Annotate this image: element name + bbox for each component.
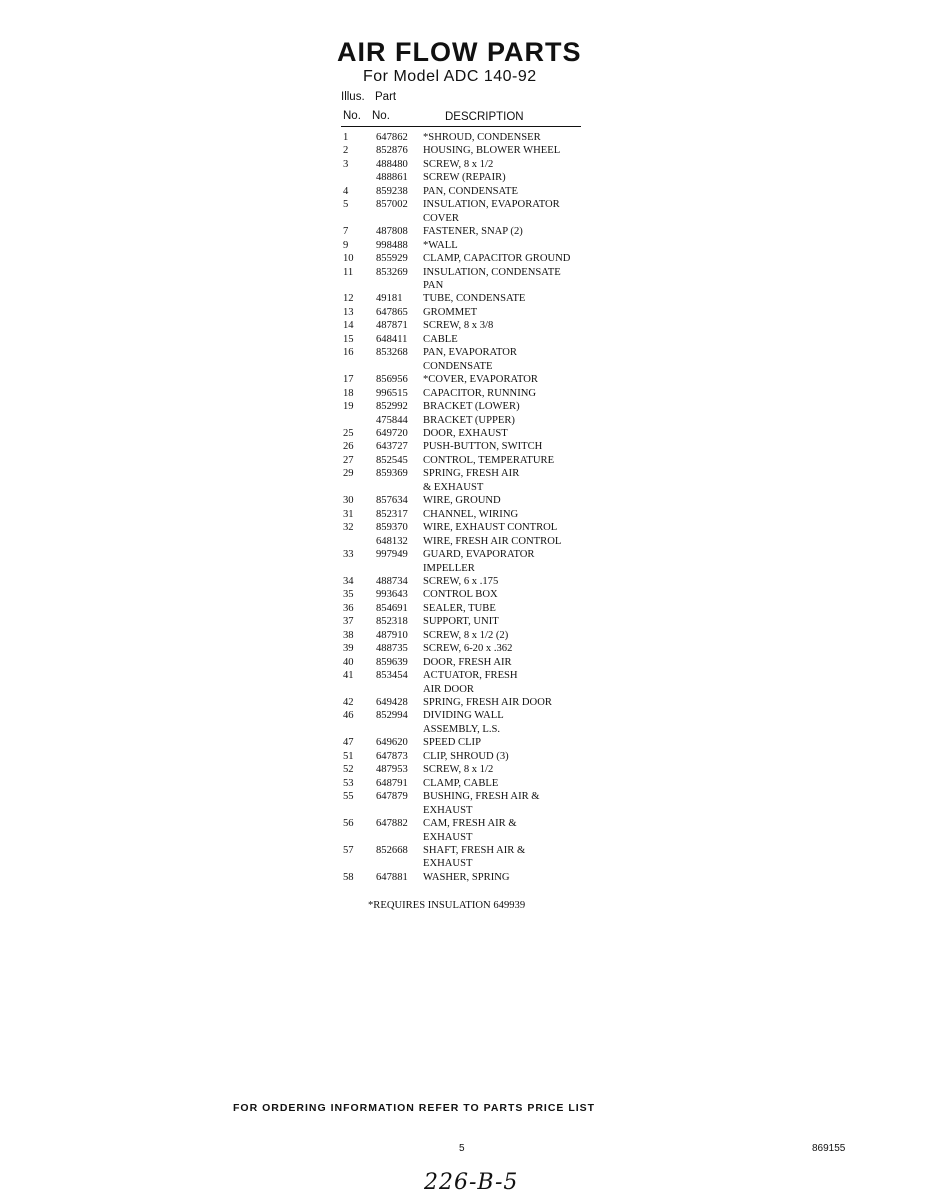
part-description: INSULATION, CONDENSATE	[423, 266, 561, 278]
part-description: PAN	[423, 279, 444, 291]
part-no: 488480	[376, 158, 408, 170]
illus-no: 18	[343, 387, 354, 399]
list-item	[343, 212, 603, 225]
part-no: 859369	[376, 468, 408, 480]
part-no: 647865	[376, 306, 408, 318]
illus-no: 56	[343, 818, 354, 830]
part-no: 857634	[376, 495, 408, 507]
part-no: 856956	[376, 374, 408, 386]
illus-no: 1	[343, 132, 349, 143]
part-description: CONTROL, TEMPERATURE	[423, 454, 555, 466]
illus-no: 37	[343, 616, 354, 628]
ordering-information-note: FOR ORDERING INFORMATION REFER TO PARTS PRICE LIST	[233, 1102, 596, 1114]
list-item	[343, 602, 603, 615]
list-item	[343, 790, 603, 803]
part-no: 998488	[376, 239, 408, 251]
list-item	[343, 400, 603, 413]
illus-no: 58	[343, 871, 354, 883]
illus-no: 17	[343, 374, 354, 386]
part-description: PUSH-BUTTON, SWITCH	[423, 441, 543, 453]
part-description: SCREW, 8 x 1/2	[423, 764, 494, 776]
illus-no: 42	[343, 697, 354, 709]
part-no: 859238	[376, 185, 408, 197]
part-description: PAN, CONDENSATE	[423, 185, 518, 197]
column-label-part: Part	[375, 91, 397, 103]
parts-list	[343, 131, 603, 884]
part-no: 852668	[376, 845, 408, 857]
illus-no: 55	[343, 791, 354, 803]
column-header-part-no: No.	[372, 110, 390, 122]
part-description: COVER	[423, 212, 459, 224]
part-no: 488734	[376, 575, 408, 587]
illus-no: 7	[343, 226, 349, 238]
part-description: WIRE, EXHAUST CONTROL	[423, 522, 558, 534]
list-item	[343, 414, 603, 427]
document-number: 869155	[812, 1143, 846, 1154]
model-subtitle: For Model ADC 140-92	[363, 68, 537, 85]
header-rule	[341, 126, 581, 127]
list-item	[343, 360, 603, 373]
list-item	[343, 629, 603, 642]
handwritten-note: 226-B-5	[424, 1170, 519, 1195]
list-item	[343, 440, 603, 453]
illus-no: 25	[343, 427, 354, 439]
part-no: 475844	[376, 414, 408, 426]
part-no: 488735	[376, 643, 408, 655]
illus-no: 52	[343, 764, 354, 776]
part-description: SHAFT, FRESH AIR &	[423, 845, 526, 857]
page-title: AIR FLOW PARTS	[337, 37, 582, 67]
list-item	[343, 333, 603, 346]
part-description: & EXHAUST	[423, 481, 484, 493]
part-description: SEALER, TUBE	[423, 602, 496, 614]
illus-no: 26	[343, 441, 354, 453]
list-item	[343, 683, 603, 696]
part-description: FASTENER, SNAP (2)	[423, 226, 523, 238]
part-description: SPEED CLIP	[423, 737, 481, 749]
part-no: 859370	[376, 522, 408, 534]
illus-no: 3	[343, 158, 349, 170]
illus-no: 12	[343, 293, 354, 305]
list-item	[343, 857, 603, 870]
part-description: CAM, FRESH AIR &	[423, 818, 517, 830]
list-item	[343, 844, 603, 857]
part-description: CLAMP, CAPACITOR GROUND	[423, 253, 571, 265]
list-item	[343, 656, 603, 669]
part-description: EXHAUST	[423, 831, 473, 843]
part-description: CAPACITOR, RUNNING	[423, 387, 537, 399]
part-no: 648791	[376, 777, 408, 789]
list-item	[343, 871, 603, 884]
list-item	[343, 387, 603, 400]
part-description: CABLE	[423, 333, 458, 345]
part-description: *COVER, EVAPORATOR	[423, 374, 538, 386]
part-description: DIVIDING WALL	[423, 710, 504, 722]
illus-no: 13	[343, 306, 354, 318]
part-no: 49181	[376, 293, 403, 305]
part-no: 649428	[376, 697, 408, 709]
part-description: EXHAUST	[423, 804, 473, 816]
part-no: 852994	[376, 710, 408, 722]
list-item	[343, 494, 603, 507]
illus-no: 34	[343, 575, 354, 587]
part-description: SPRING, FRESH AIR DOOR	[423, 697, 552, 709]
part-description: SCREW (REPAIR)	[423, 172, 506, 184]
list-item	[343, 804, 603, 817]
part-description: DOOR, FRESH AIR	[423, 656, 512, 668]
illus-no: 19	[343, 401, 354, 413]
illus-no: 36	[343, 602, 354, 614]
part-no: 852318	[376, 616, 408, 628]
part-description: PAN, EVAPORATOR	[423, 347, 518, 359]
part-no: 487808	[376, 226, 408, 238]
part-description: ASSEMBLY, L.S.	[423, 723, 501, 735]
list-item	[343, 535, 603, 548]
list-item	[343, 266, 603, 279]
illus-no: 5	[343, 199, 349, 211]
part-no: 993643	[376, 589, 408, 601]
part-description: CLAMP, CABLE	[423, 777, 499, 789]
list-item	[343, 171, 603, 184]
part-description: BRACKET (LOWER)	[423, 401, 520, 413]
part-description: GROMMET	[423, 306, 478, 318]
list-item	[343, 467, 603, 480]
list-item	[343, 346, 603, 359]
illus-no: 2	[343, 145, 349, 157]
list-item	[343, 562, 603, 575]
list-item	[343, 777, 603, 790]
list-item	[343, 252, 603, 265]
list-item	[343, 427, 603, 440]
illus-no: 31	[343, 508, 354, 520]
part-description: CONDENSATE	[423, 360, 493, 372]
part-no: 852876	[376, 145, 408, 157]
insulation-footnote: *REQUIRES INSULATION 649939	[368, 900, 526, 911]
part-no: 648132	[376, 535, 408, 547]
part-description: BUSHING, FRESH AIR &	[423, 791, 540, 803]
part-description: SPRING, FRESH AIR	[423, 468, 520, 480]
part-no: 649620	[376, 737, 408, 749]
illus-no: 39	[343, 643, 354, 655]
illus-no: 51	[343, 750, 354, 762]
part-description: CONTROL BOX	[423, 589, 498, 601]
list-item	[343, 239, 603, 252]
part-no: 853268	[376, 347, 408, 359]
part-description: BRACKET (UPPER)	[423, 414, 515, 426]
part-description: HOUSING, BLOWER WHEEL	[423, 145, 561, 157]
part-description: DOOR, EXHAUST	[423, 427, 508, 439]
part-no: 852545	[376, 454, 408, 466]
part-no: 854691	[376, 602, 408, 614]
illus-no: 16	[343, 347, 354, 359]
illus-no: 15	[343, 333, 354, 345]
part-description: WIRE, GROUND	[423, 495, 501, 507]
part-no: 997949	[376, 549, 408, 561]
illus-no: 27	[343, 454, 354, 466]
list-item	[343, 225, 603, 238]
illus-no: 35	[343, 589, 354, 601]
list-item	[343, 817, 603, 830]
list-item	[343, 198, 603, 211]
part-description: SCREW, 6-20 x .362	[423, 643, 513, 655]
part-description: IMPELLER	[423, 562, 475, 574]
list-item	[343, 158, 603, 171]
list-item	[343, 642, 603, 655]
list-item	[343, 131, 603, 144]
list-item	[343, 696, 603, 709]
column-header-no: No.	[343, 110, 361, 122]
part-no: 857002	[376, 199, 408, 211]
illus-no: 33	[343, 549, 354, 561]
part-description: SCREW, 8 x 1/2 (2)	[423, 629, 509, 641]
list-item	[343, 319, 603, 332]
part-no: 649720	[376, 427, 408, 439]
list-item	[343, 306, 603, 319]
page-number: 5	[459, 1143, 465, 1154]
part-no: 647882	[376, 818, 408, 830]
part-no: 853269	[376, 266, 408, 278]
illus-no: 4	[343, 185, 349, 197]
list-item	[343, 481, 603, 494]
part-description: SCREW, 8 x 3/8	[423, 320, 494, 332]
part-description: CHANNEL, WIRING	[423, 508, 519, 520]
illus-no: 30	[343, 495, 354, 507]
list-item	[343, 723, 603, 736]
list-item	[343, 763, 603, 776]
illus-no: 14	[343, 320, 354, 332]
illus-no: 38	[343, 629, 354, 641]
list-item	[343, 144, 603, 157]
part-no: 648411	[376, 333, 408, 345]
part-no: 859639	[376, 656, 408, 668]
illus-no: 53	[343, 777, 354, 789]
illus-no: 57	[343, 845, 354, 857]
illus-no: 47	[343, 737, 354, 749]
part-description: SCREW, 6 x .175	[423, 575, 499, 587]
part-description: *WALL	[423, 239, 458, 251]
part-description: *SHROUD, CONDENSER	[423, 132, 541, 143]
part-no: 647879	[376, 791, 408, 803]
list-item	[343, 373, 603, 386]
part-description: TUBE, CONDENSATE	[423, 293, 526, 305]
part-description: AIR DOOR	[423, 683, 474, 695]
part-no: 855929	[376, 253, 408, 265]
part-no: 643727	[376, 441, 408, 453]
part-description: ACTUATOR, FRESH	[423, 670, 518, 682]
part-no: 853454	[376, 670, 408, 682]
part-no: 852992	[376, 401, 408, 413]
part-description: WIRE, FRESH AIR CONTROL	[423, 535, 562, 547]
illus-no: 41	[343, 670, 354, 682]
part-no: 488861	[376, 172, 408, 184]
list-item	[343, 615, 603, 628]
list-item	[343, 709, 603, 722]
part-no: 487871	[376, 320, 408, 332]
list-item	[343, 279, 603, 292]
list-item	[343, 750, 603, 763]
part-no: 487910	[376, 629, 408, 641]
part-description: CLIP, SHROUD (3)	[423, 750, 509, 762]
list-item	[343, 736, 603, 749]
part-description: SUPPORT, UNIT	[423, 616, 499, 628]
list-item	[343, 831, 603, 844]
part-no: 852317	[376, 508, 408, 520]
part-description: GUARD, EVAPORATOR	[423, 549, 535, 561]
list-item	[343, 669, 603, 682]
part-description: INSULATION, EVAPORATOR	[423, 199, 560, 211]
illus-no: 11	[343, 266, 354, 278]
part-no: 996515	[376, 387, 408, 399]
part-description: SCREW, 8 x 1/2	[423, 158, 494, 170]
list-item	[343, 292, 603, 305]
list-item	[343, 454, 603, 467]
list-item	[343, 575, 603, 588]
illus-no: 32	[343, 522, 354, 534]
part-description: EXHAUST	[423, 858, 473, 870]
illus-no: 40	[343, 656, 354, 668]
list-item	[343, 588, 603, 601]
part-no: 647873	[376, 750, 408, 762]
part-no: 487953	[376, 764, 408, 776]
column-label-illus: Illus.	[341, 91, 365, 103]
list-item	[343, 521, 603, 534]
part-description: WASHER, SPRING	[423, 871, 510, 883]
part-no: 647862	[376, 132, 408, 143]
list-item	[343, 185, 603, 198]
list-item	[343, 508, 603, 521]
illus-no: 29	[343, 468, 354, 480]
column-header-description: DESCRIPTION	[445, 111, 524, 123]
illus-no: 9	[343, 239, 349, 251]
illus-no: 10	[343, 253, 354, 265]
part-no: 647881	[376, 871, 408, 883]
illus-no: 46	[343, 710, 354, 722]
list-item	[343, 548, 603, 561]
